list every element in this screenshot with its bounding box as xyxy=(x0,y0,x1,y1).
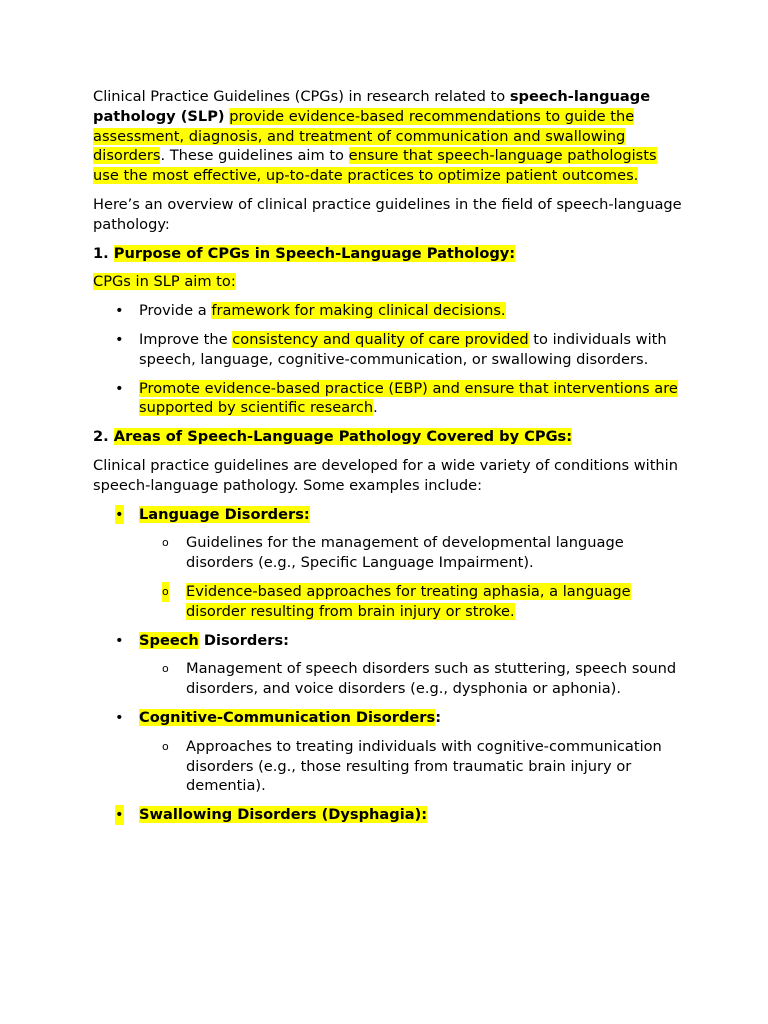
list-item-highlight: Promote evidence-based practice (EBP) and ensure that interventions are supported by scientific research xyxy=(139,379,678,417)
intro-highlight-aim: ensure that speech-language pathologists use the most effective, up-to-date practices to optimize patient outcomes. xyxy=(93,147,657,185)
section1-lead xyxy=(93,272,683,292)
category-language-title: Language Disorders: xyxy=(139,505,310,523)
sub-bullet-marker: o xyxy=(162,582,169,602)
list-item xyxy=(93,330,683,370)
category-swallowing xyxy=(93,805,683,825)
list-item-text: Improve the xyxy=(139,330,233,348)
section2-number: 2. xyxy=(93,428,114,446)
intro-text-e: . These guidelines aim to xyxy=(160,147,349,165)
sub-bullet-marker: o xyxy=(162,739,169,753)
bullet-marker: • xyxy=(115,631,124,649)
sub-bullet-marker: o xyxy=(162,662,169,676)
sub-list-item xyxy=(93,737,683,796)
section2-list xyxy=(93,505,683,825)
section2-lead: Clinical practice guidelines are developed for a wide variety of conditions within speech-language pathology. Some examples include: xyxy=(93,456,678,494)
document-body xyxy=(93,87,683,825)
overview-paragraph: Here’s an overview of clinical practice guidelines in the field of speech-language pathology: xyxy=(93,195,682,233)
sub-item-text: Management of speech disorders such as stuttering, speech sound disorders, and voice disorders (e.g., dysphonia or aphonia). xyxy=(186,660,677,698)
sub-list-item xyxy=(93,533,683,573)
sub-item-text: Guidelines for the management of developmental language disorders (e.g., Specific Language Impairment). xyxy=(186,534,624,572)
bullet-marker: • xyxy=(115,505,124,523)
sub-bullet-marker: o xyxy=(162,536,169,550)
category-swallowing-title: Swallowing Disorders (Dysphagia): xyxy=(139,806,428,824)
list-item xyxy=(93,379,683,419)
section1-title: Purpose of CPGs in Speech-Language Pathology: xyxy=(113,244,516,262)
section2-title: Areas of Speech-Language Pathology Covered by CPGs: xyxy=(113,428,573,446)
category-cognitive xyxy=(93,708,683,728)
bullet-marker: • xyxy=(115,708,124,726)
list-item-text: to individuals with speech, language, cognitive-communication, or swallowing disorders. xyxy=(139,330,667,368)
category-speech-title-highlight: Speech xyxy=(139,631,199,649)
category-cognitive-title-rest: : xyxy=(435,708,442,726)
section1-list xyxy=(93,301,683,418)
bullet-marker: • xyxy=(115,806,124,824)
section1-lead-text: CPGs in SLP aim to: xyxy=(93,273,236,291)
intro-highlight-recommendations: provide evidence-based recommendations to guide the assessment, diagnosis, and treatment of communication and swallowing disorders xyxy=(93,107,635,165)
list-item-highlight: framework for making clinical decisions. xyxy=(211,302,506,320)
sub-item-text: Evidence-based approaches for treating aphasia, a language disorder resulting from brain injury or stroke. xyxy=(186,582,631,620)
sub-item-text: Approaches to treating individuals with cognitive-communication disorders (e.g., those resulting from traumatic brain injury or dementia). xyxy=(186,737,662,795)
list-item-text: . xyxy=(373,399,378,417)
sub-list-item xyxy=(93,582,683,622)
section2-heading xyxy=(93,427,683,447)
intro-text-a: Clinical Practice Guidelines (CPGs) in research related to xyxy=(93,88,510,105)
category-speech-title-rest: Disorders: xyxy=(198,631,289,649)
category-cognitive-title-highlight: Cognitive-Communication Disorders xyxy=(139,708,436,726)
intro-slp-bold: speech-language pathology (SLP) xyxy=(93,88,651,125)
category-speech xyxy=(93,631,683,651)
category-language xyxy=(93,505,683,525)
section1-heading xyxy=(93,244,683,264)
list-item-highlight: consistency and quality of care provided xyxy=(232,330,529,348)
list-item xyxy=(93,301,683,321)
list-item-text: Provide a xyxy=(139,302,212,320)
sub-list-item xyxy=(93,659,683,699)
section1-number: 1. xyxy=(93,244,114,262)
intro-paragraph xyxy=(93,87,683,186)
